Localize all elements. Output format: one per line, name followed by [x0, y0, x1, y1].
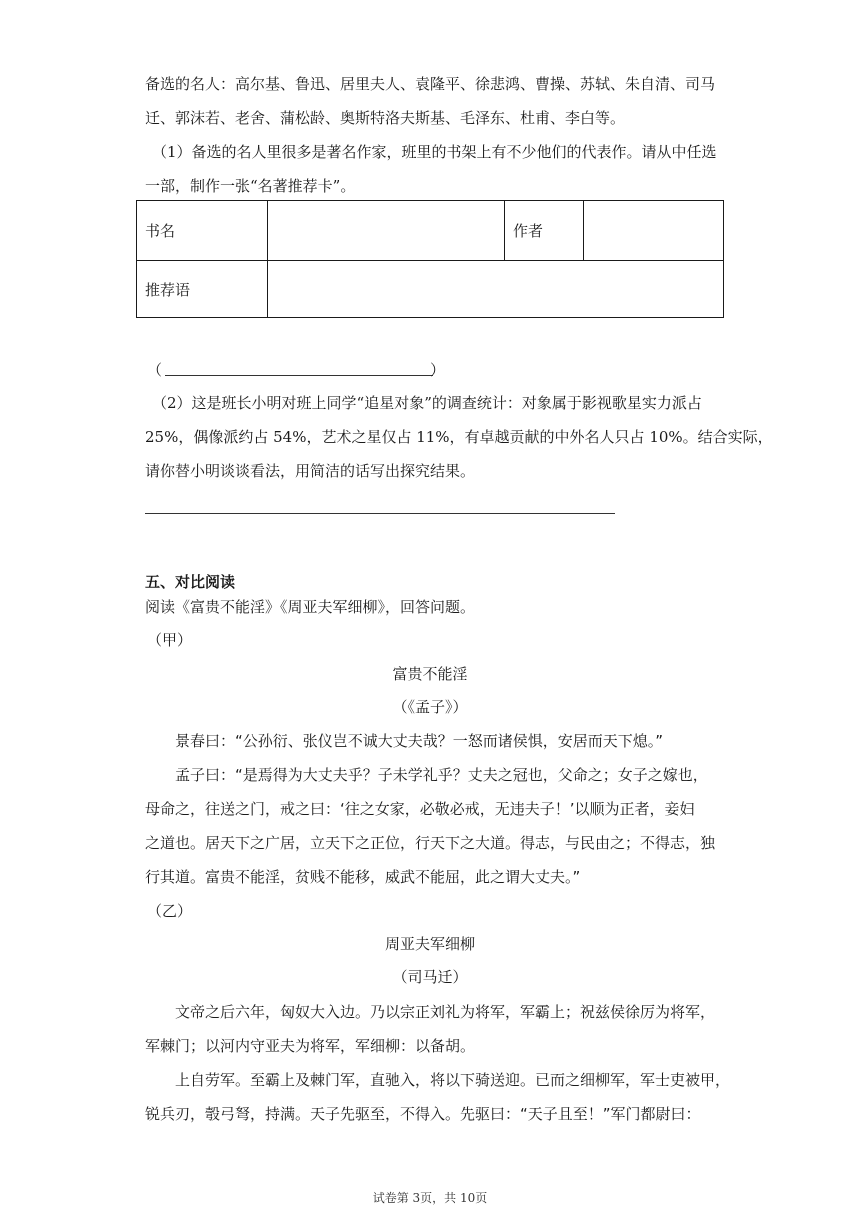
section-5-instruction: 阅读《富贵不能淫》《周亚夫军细柳》，回答问题。 [145, 598, 476, 616]
bracket-close: ） [430, 361, 446, 379]
passage-jia-label: （甲） [147, 631, 193, 649]
passage-jia-line: 母命之，往送之门，戒之曰：‘往之女家，必敬必戒，无违夫子！’以顺为正者，妾妇 [145, 800, 695, 818]
question-1-line-2: 一部，制作一张“名著推荐卡”。 [145, 177, 356, 195]
recommendation-card-table [136, 200, 724, 318]
recommend-field[interactable] [268, 261, 724, 318]
passage-yi-line: 锐兵刃，彀弓弩，持满。天子先驱至，不得入。先驱曰：“天子且至！”军门都尉曰： [145, 1105, 701, 1123]
section-5-heading: 五、对比阅读 [145, 573, 236, 591]
passage-yi-title: 周亚夫军细柳 [384, 935, 475, 953]
question-2-line-2: 25%，偶像派约占 54%，艺术之星仅占 11%，有卓越贡献的中外名人只占 10%。结合实际， [145, 428, 773, 446]
candidates-line-2: 迁、郭沫若、老舍、蒲松龄、奥斯特洛夫斯基、毛泽东、杜甫、李白等。 [145, 109, 626, 127]
author-label: 作者 [505, 201, 584, 261]
bracket-answer-blank[interactable] [165, 375, 433, 376]
passage-jia-line: 景春曰：“公孙衍、张仪岂不诚大丈夫哉？一怒而诸侯惧，安居而天下熄。” [175, 732, 664, 750]
question-2-line-1: （2）这是班长小明对班上同学“追星对象”的调查统计：对象属于影视歌星实力派占 [152, 394, 702, 412]
passage-yi-line: 军棘门；以河内守亚夫为将军，军细柳：以备胡。 [145, 1037, 476, 1055]
book-name-field[interactable] [268, 201, 505, 261]
passage-yi-line: 上自劳军。至霸上及棘门军，直驰入，将以下骑送迎。已而之细柳军，军士吏被甲， [175, 1071, 731, 1089]
passage-yi-source: （司马迁） [392, 968, 468, 986]
passage-jia-line: 行其道。富贵不能淫，贫贱不能移，威武不能屈，此之谓大丈夫。” [145, 868, 581, 886]
passage-jia-line: 之道也。居天下之广居，立天下之正位，行天下之大道。得志，与民由之；不得志，独 [145, 834, 716, 852]
recommend-label: 推荐语 [137, 261, 268, 318]
book-name-label: 书名 [137, 201, 268, 261]
question-1-line-1: （1）备选的名人里很多是著名作家，班里的书架上有不少他们的代表作。请从中任选 [152, 143, 717, 161]
question-2-line-3: 请你替小明谈谈看法，用简洁的话写出探究结果。 [145, 462, 476, 480]
passage-jia-title: 富贵不能淫 [392, 665, 468, 683]
passage-yi-line: 文帝之后六年，匈奴大入边。乃以宗正刘礼为将军，军霸上；祝兹侯徐厉为将军， [175, 1003, 716, 1021]
question-2-answer-line[interactable] [145, 513, 615, 514]
passage-yi-label: （乙） [147, 902, 193, 920]
candidates-line-1: 备选的名人：高尔基、鲁迅、居里夫人、袁隆平、徐悲鸿、曹操、苏轼、朱自清、司马 [145, 75, 716, 93]
author-field[interactable] [584, 201, 724, 261]
passage-jia-source: （《孟子》） [392, 698, 468, 716]
passage-jia-line: 孟子曰：“是焉得为大丈夫乎？子未学礼乎？丈夫之冠也，父命之；女子之嫁也， [175, 766, 708, 784]
page-footer: 试卷第 3页，共 10页 [372, 1191, 488, 1205]
bracket-open: （ [147, 361, 163, 379]
